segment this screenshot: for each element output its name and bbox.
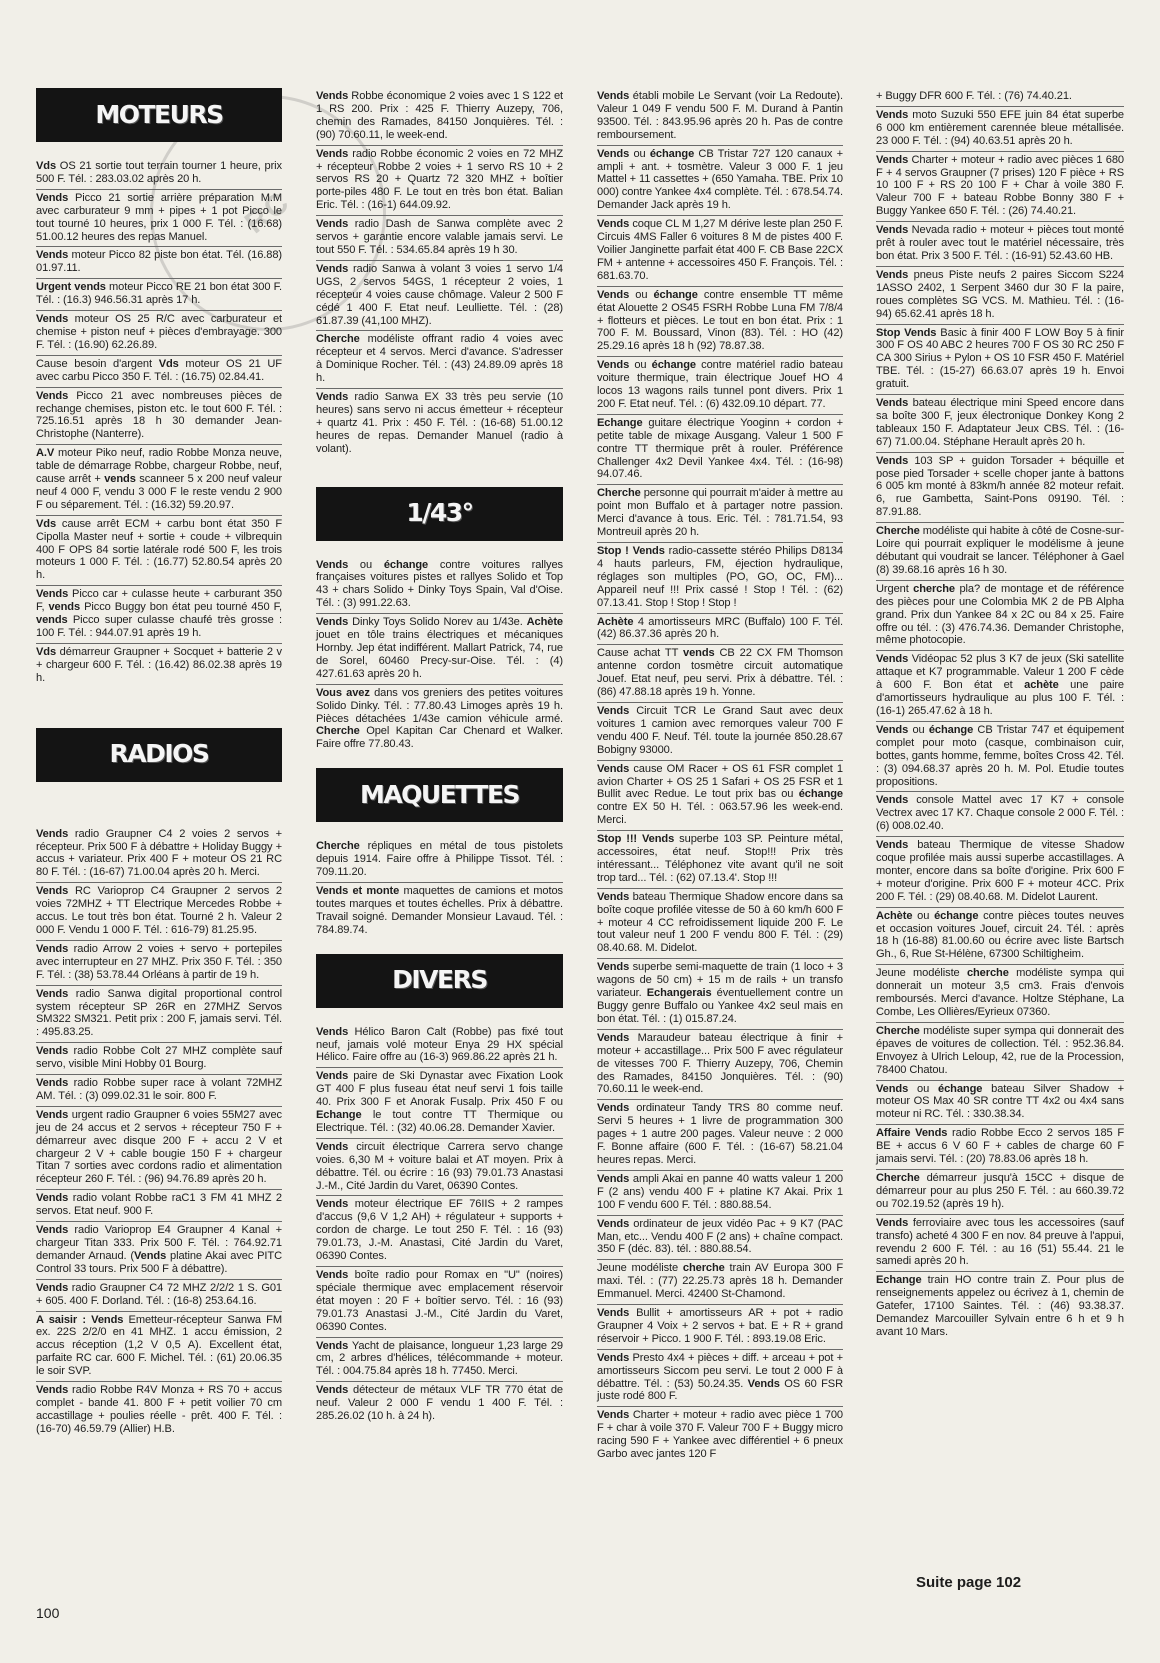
- classified-ad: Cherche démarreur jusqu'à 15CC + disque de démarreur pour au plus 250 F. Tél. : au 660.39.72 ou 702.19.52 (après 19 h).: [876, 1170, 1124, 1215]
- classified-ad: Vends Dinky Toys Solido Norev au 1/43e. Achète jouet en tôle trains électriques et mécaniques Hornby. Jep état indifférent. Mallart Patrick, 74, rue de Sorel, 60460 Precy-sur-Oise. Tél. : (4) 427.61.63 après 20 h.: [316, 614, 563, 685]
- section-heading-moteurs: MOTEURS: [36, 88, 282, 142]
- section-heading-radios: RADIOS: [36, 728, 282, 782]
- section-heading-maquettes: MAQUETTES: [316, 768, 563, 822]
- classified-ad: Vends radio Robbe Colt 27 MHZ complète sauf servo, visible Mini Hobby 01 Bourg.: [36, 1043, 282, 1075]
- classified-ad: Vends Picco car + culasse heute + carburant 350 F, vends Picco Buggy bon état peu tourné 450 F, vends Picco super culasse chaufé très grosse : 100 F. Tél. : 944.07.91 après 19 h.: [36, 586, 282, 644]
- classified-ad: Vends moto Suzuki 550 EFE juin 84 état superbe 6 000 km entièrement carennée bleue métallisée. 23 000 F. Tél. : (94) 40.63.51 après 20 h.: [876, 107, 1124, 152]
- classified-ad: Vends ordinateur de jeux vidéo Pac + 9 K7 (PAC Man, etc... Vendu 400 F (2 ans) + chaîne compact. 350 F (déc. 83). tél. : 880.88.54.: [597, 1216, 843, 1261]
- classified-ad: Cause besoin d'argent Vds moteur OS 21 UF avec carbu Picco 350 F. Tél. : (16.75) 02.84.41.: [36, 356, 282, 388]
- classified-ad: Affaire Vends radio Robbe Ecco 2 servos 185 F BE + accus 6 V 60 F + cables de charge 60 F jamais servi. Tél. : (20) 78.83.06 après 18 h.: [876, 1125, 1124, 1170]
- classified-ad: Stop Vends Basic à finir 400 F LOW Boy 5 à finir 300 F OS 40 ABC 2 heures 700 F OS 30 RC 250 F CA 300 Sirius + Pylon + OS 10 FSR 450 F. Matériel TBE. Tél. : (15-27) 66.63.07 après 19 h. Envoi gratuit.: [876, 325, 1124, 396]
- section-heading-143: 1/43°: [316, 487, 563, 541]
- column-1: [36, 88, 282, 1439]
- classified-ad: Stop !!! Vends superbe 103 SP. Peinture métal, accessoires, état neuf. Stop!!! Prix très intéressant... Téléphonez vite avant qu'il ne soit trop tard... Tél. : (62) 07.13.4'. Stop !!!: [597, 831, 843, 889]
- classified-ad: Vends radio Sanwa à volant 3 voies 1 servo 1/4 UGS, 2 servos 54GS, 1 récepteur 2 voies, 1 récepteur 4 voies cause chômage. Valeur 2 500 F cédé 1 400 F. Etat neuf. Leulliette. Tél. : (28) 61.87.39 (41,100 MHZ).: [316, 261, 563, 332]
- classified-ad: Vends Maraudeur bateau électrique à finir + moteur + accastillage... Prix 500 F avec régulateur de vitesses 700 F. Thierry Auzepy, 706, Chemin des Ramades, 84150 Jonquières. Tél. : (90) 70.60.11 le week-end.: [597, 1030, 843, 1101]
- column-2: [316, 88, 563, 1426]
- classified-ad: Urgent cherche pla? de montage et de référence des pièces pour une Colombia MK 2 de PB Alpha grand. Prix dun Yankee 84 x 2C ou 84 x 25. Faire offre ou tél. : (3) 476.74.36. Demander Christophe, même photocopie.: [876, 581, 1124, 652]
- classified-ad: Vends console Mattel avec 17 K7 + console Vectrex avec 17 K7. Chaque console 2 000 F. Tél. : (6) 008.02.40.: [876, 792, 1124, 837]
- section-heading-divers: DIVERS: [316, 954, 563, 1008]
- classified-ad: Vends ordinateur Tandy TRS 80 comme neuf. Servi 5 heures + 1 livre de programmation 300 pages + 1 autre 200 pages. Valeur neuve : 2 000 F. Bonne affaire (600 F. Tél. : (16-67) 58.21.04 heures repas. Merci.: [597, 1100, 843, 1171]
- classified-ad: Vends Yacht de plaisance, longueur 1,23 large 29 cm, 2 arbres d'hélices, télécommande + moteur. Tél. : 004.75.84 après 18 h. 77450. Merci.: [316, 1338, 563, 1383]
- classified-ad: Vends ou échange CB Tristar 727 120 canaux + ampli + ant. + tosmètre. Valeur 3 000 F. 1 jeu Mattel + 11 cassettes + (650 Yamaha. TBE. Prix 10 000) contre Yankee 4x4 complète. Tél. : 678.54.74. Demander Jack après 19 h.: [597, 146, 843, 217]
- classified-ad: Achète ou échange contre pièces toutes neuves et occasion voitures Jouef, circuit 24. Tél. : après 18 h (16-88) 81.00.60 ou écrire avec liste Bartsch Gh., 6, Rue St-Hélène, 67300 Schiltigheim.: [876, 908, 1124, 966]
- classified-ad: Vends radio Arrow 2 voies + servo + portepiles avec interrupteur en 27 MHZ. Prix 350 F. Tél. : 350 F. Tél. : (38) 53.78.44 Orléans à partir de 19 h.: [36, 941, 282, 986]
- classified-ad: Vends radio Dash de Sanwa complète avec 2 servos + garantie encore valable jamais servi. Le tout 550 F. Tél. : 534.65.84 après 19 h 30.: [316, 216, 563, 261]
- classified-ad: Cherche modéliste qui habite à côté de Cosne-sur-Loire qui pourrait expliquer le modélisme à jeune débutant qui voudrait se lancer. Téléphoner à Gael (8) 39.68.16 après 16 h 30.: [876, 523, 1124, 581]
- classified-ad: Vends pneus Piste neufs 2 paires Siccom S224 1ASSO 2402, 1 Serpent 3460 dur 30 F la paire, roues complètes SG VCS. M. Mathieu. Tél. : (16-94) 65.62.41 après 18 h.: [876, 267, 1124, 325]
- classified-ad: Vends Charter + moteur + radio avec pièces 1 680 F + 4 servos Graupner (7 prises) 120 F pièce + RS 10 100 F + RS 20 100 F + Char à voile 380 F. Valeur 700 F + bateau Robbe Bonny 380 F + Buggy Yankee 650 F. Tél. : (26) 74.40.21.: [876, 152, 1124, 223]
- classified-ad: Vends établi mobile Le Servant (voir La Redoute). Valeur 1 049 F vendu 500 F. M. Durand à Pantin 93500. Tél. : 843.95.96 après 20 h. Pas de contre remboursement.: [597, 88, 843, 146]
- ads-divers-cont: [597, 88, 843, 1464]
- classified-ad: Vends coque CL M 1,27 M dérive leste plan 250 F. Circuis 4MS Faller 6 voitures 8 M de pistes 400 F. Voilier Janginette parfait état 400 F. CB Base 22CX FM + antenne + accessoires 450 F. François. Tél. : 681.63.70.: [597, 216, 843, 287]
- classified-ad: Vends bateau électrique mini Speed encore dans sa boîte 300 F, jeux électronique Donkey Kong 2 tableaux 150 F. Adaptateur Jeux CBS. Tél. : (16-67) 71.00.04. Stéphane Herault après 20 h.: [876, 395, 1124, 453]
- classified-ad: Vends ampli Akai en panne 40 watts valeur 1 200 F (2 ans) vendu 400 F + platine K7 Akai. Prix 1 100 F vendu 600 F. Tél. : 880.88.54.: [597, 1171, 843, 1216]
- classified-ad: Vds OS 21 sortie tout terrain tourner 1 heure, prix 500 F. Tél. : 283.03.02 après 20 h.: [36, 158, 282, 190]
- classified-ad: Cause achat TT vends CB 22 CX FM Thomson antenne cordon tosmètre circuit automatique Jouef. Etat neuf, peu servi. Prix à débattre. Tél. : (86) 47.88.18 après 19 h. Yonne.: [597, 645, 843, 703]
- classified-ad: Cherche personne qui pourrait m'aider à mettre au point mon Buffalo et à partager notre passion. Merci d'avance à tous. Eric. Tél. : 781.71.54, 93 Montreuil après 20 h.: [597, 485, 843, 543]
- classified-ad: Vends moteur électrique EF 76IIS + 2 rampes d'accus (9,6 V 1,2 AH) + régulateur + supports + cordon de charge. Le tout 250 F. Tél. : 16 (93) 79.01.73, J.-M. Anastasi, Cité Jardin du Varet, 06390 Contes.: [316, 1196, 563, 1267]
- classified-ad: Achète 4 amortisseurs MRC (Buffalo) 100 F. Tél. (42) 86.37.36 après 20 h.: [597, 614, 843, 646]
- classified-ad: A.V moteur Piko neuf, radio Robbe Monza neuve, table de démarrage Robbe, chargeur Robbe, neuf, cause arrêt + vends scanneer 5 x 200 neuf valeur neuf 4 000 F, vendu 3 000 F le reste vendu 2 900 F ou séparement. Tél. : (16.32) 59.20.97.: [36, 445, 282, 516]
- classified-ad: A saisir : Vends Emetteur-récepteur Sanwa FM ex. 22S 2/2/0 en 41 MHZ. 1 accu émission, 2 accus réception (1,2 V 0,5 A). Excellent état, parfaite RC car. 600 F. Michel. Tél. : (61) 20.06.35 le soir SVP.: [36, 1312, 282, 1383]
- column-3: [597, 88, 843, 1464]
- page-number: 100: [36, 1605, 60, 1621]
- classified-ad: Cherche modéliste offrant radio 4 voies avec récepteur et 4 servos. Merci d'avance. S'adresser à Dominique Rocher. Tél. : (43) 24.89.09 après 18 h.: [316, 331, 563, 389]
- classified-ad: Vends 103 SP + guidon Torsader + béquille et pose pied Torsader + scelle choper jante à battons 6 005 km monté à 83km/h année 82 moteur refait. 6, rue Gambetta, Saint-Pons 09190. Tél. : 87.91.88.: [876, 453, 1124, 524]
- classified-ad: Vends détecteur de métaux VLF TR 770 état de neuf. Valeur 2 000 F vendu 1 400 F. Tél. : 285.26.02 (10 h. à 24 h).: [316, 1384, 563, 1423]
- classified-ad: Vends Vidéopac 52 plus 3 K7 de jeux (Ski satellite attaque et K7 programmable. Valeur 1 200 F cède à 600 F. Bon état et achète une paire d'amortisseurs hydraulique au plus 100 F. Tél. : (16-1) 265.47.62 à 18 h.: [876, 651, 1124, 722]
- classified-ad: Echange guitare électrique Yooginn + cordon + petite table de mixage Ausgang. Valeur 1 500 F contre TT thermique prêt à rouler. Préférence Challenger 4x2 Devil Yankee 4x4. Tél. : (16-98) 94.07.46.: [597, 415, 843, 486]
- classified-ad: Vends radio Robbe super race à volant 72MHZ AM. Tél. : (3) 099.02.31 le soir. 800 F.: [36, 1075, 282, 1107]
- ads-moteurs: [36, 158, 282, 688]
- classified-ad: Vends Robbe économique 2 voies avec 1 S 122 et 1 RS 200. Prix : 425 F. Thierry Auzepy, 706, chemin des Ramades, 84150 Jonquières. Tél. : (90) 70.60.11, le week-end.: [316, 88, 563, 146]
- column-4: [876, 88, 1124, 1342]
- ads-radios: [36, 826, 282, 1439]
- ads-143: [316, 557, 563, 755]
- ads-maquettes: [316, 838, 563, 939]
- classified-ad: Vends circuit électrique Carrera servo change voies. 6,30 M + voiture balai et AT moyen. Prix à débattre. Tél. ou écrire : 16 (93) 79.01.73 Anastasi J.-M., Cité Jardin du Varet, 06390 Contes.: [316, 1139, 563, 1197]
- classified-ad: Vends ferroviaire avec tous les accessoires (sauf transfo) acheté 4 300 F en nov. 84 preuve à l'appui, revendu 2 600 F. Tél. : au 16 (51) 55.44. 21 le samedi après 20 h.: [876, 1215, 1124, 1273]
- classified-ad: Vds démarreur Graupner + Socquet + batterie 2 v + chargeur 600 F. Tél. : (16.42) 86.02.38 après 19 h.: [36, 645, 282, 684]
- ads-radios-cont: [316, 88, 563, 459]
- classified-ad: Vends radio Graupner C4 72 MHZ 2/2/2 1 S. G01 + 605. 400 F. Dorland. Tél. : (16-8) 253.64.16.: [36, 1280, 282, 1312]
- classified-ad: Vends Circuit TCR Le Grand Saut avec deux voitures 1 camion avec remorques valeur 700 F vendu 400 F. Neuf. Tél. toute la journée 850.28.67 Bobigny 93000.: [597, 703, 843, 761]
- classified-ad: Vends moteur Picco 82 piste bon état. Tél. (16.88) 01.97.11.: [36, 247, 282, 279]
- classified-ad: Vends cause OM Racer + OS 61 FSR complet 1 avion Charter + OS 25 1 Safari + OS 25 FSR et 1 Bullit avec Redue. Le tout prix bas ou échange contre EX 50 H. Tél. : 063.57.96 les week-end. Merci.: [597, 761, 843, 832]
- classified-ad: Vends boîte radio pour Romax en "U" (noires) spéciale thermique avec emplacement réservoir état moyen : 20 F + boîtier servo. Tél. : 16 (93) 79.01.73 Anastasi J.-M., Cité Jardin du Varet, 06390 Contes.: [316, 1267, 563, 1338]
- classified-ad: Vends Presto 4x4 + pièces + diff. + arceau + pot + amortisseurs Siccom peu servi. Le tout 2 000 F à débattre. Tél. : (53) 50.24.35. Vends OS 60 FSR juste rodé 800 F.: [597, 1350, 843, 1408]
- classified-ad: Vends radio Robbe économic 2 voies en 72 MHZ + récepteur Robbe 2 voies + 1 servo RS 10 + 2 servos RS 20 + Quartz 72 320 MHZ + boîtier porte-piles 480 F. Le tout en très bon état. Balian Eric. Tél. : (16-1) 644.09.92.: [316, 146, 563, 217]
- classified-ad: Vends radio volant Robbe raC1 3 FM 41 MHZ 2 servos. Etat neuf. 900 F.: [36, 1190, 282, 1222]
- classified-ad: Jeune modéliste cherche train AV Europa 300 F maxi. Tél. : (77) 22.25.73 après 18 h. Demander Emmanuel. Merci. 42400 St-Chamond.: [597, 1260, 843, 1305]
- classified-ad: Vends ou échange CB Tristar 747 et équipement complet pour moto (casque, combinaison cuir, bottes, gants homme, femme, boîtes Cross 42. Tél. : (3) 094.68.37 après 20 h. M. Pol. Etudie toutes propositions.: [876, 722, 1124, 793]
- watermark-stamp: RC: [102, 47, 433, 378]
- classified-ad: Cherche modéliste super sympa qui donnerait des épaves de voitures de collection. Tél. : 952.36.84. Envoyez à Ulrich Leloup, 42, rue de la Procession, 78400 Chatou.: [876, 1023, 1124, 1081]
- classified-ad: Vends Bullit + amortisseurs AR + pot + radio Graupner 4 Voix + 2 servos + bat. E + R + grand réservoir + Picco. 1 900 F. Tél. : 893.19.08 Eric.: [597, 1305, 843, 1350]
- classified-ad: Vends Hélico Baron Calt (Robbe) pas fixé tout neuf, jamais volé moteur Enya 29 HX spécial Hélico. Faire offre au (16-3) 969.86.22 après 21 h.: [316, 1024, 563, 1069]
- classified-ad: Vends ou échange contre matériel radio bateau voiture thermique, train électrique Jouef HO 4 locos 13 wagons rails tunnel pont divers. Prix 1 200 F. Etat neuf. Tél. : (6) 432.09.10 départ. 77.: [597, 357, 843, 415]
- classified-ad: Cherche répliques en métal de tous pistolets depuis 1914. Faire offre à Philippe Tissot. Tél. : 709.11.20.: [316, 838, 563, 883]
- classified-ad: Vends RC Varioprop C4 Graupner 2 servos 2 voies 72MHZ + TT Electrique Mercedes Robbe + accus. Le tout très bon état. Tourné 2 h. Valeur 2 000 F. Vendu 1 000 F. Tél. : 616-79) 81.25.95.: [36, 883, 282, 941]
- classified-ad: Vends Charter + moteur + radio avec pièce 1 700 F + char à voile 370 F. Valeur 700 F + Buggy micro racing 590 F + Yankee avec différentiel + 6 pneux Garbo avec jantes 120 F: [597, 1409, 843, 1461]
- continue-note: Suite page 102: [916, 1574, 1022, 1591]
- classified-ad: Vends et monte maquettes de camions et motos toutes marques et toutes échelles. Prix à débattre. Travail soigné. Demander Monsieur Lavaud. Tél. : 784.89.74.: [316, 884, 563, 936]
- classified-ad: Urgent vends moteur Picco RE 21 bon état 300 F. Tél. : (16.3) 946.56.31 après 17 h.: [36, 279, 282, 311]
- classified-ad: Vends Nevada radio + moteur + pièces tout monté prêt à rouler avec tout le matériel nécessaire, très bon état. Prix 3 500 F. Tél. : (16-91) 52.43.60 HB.: [876, 222, 1124, 267]
- classified-ad: Vends ou échange contre voitures rallyes françaises voitures pistes et rallyes Solido et Top 43 + chars Solido + Dinky Toys Spain, Val d'Oise. Tél. : (3) 991.22.63.: [316, 557, 563, 615]
- classified-ad: Vends radio Varioprop E4 Graupner 4 Kanal + chargeur Titan 333. Prix 500 F. Tél. : 764.92.71 demander Arnaud. (Vends platine Akai avec PITC Control 33 tours. Prix 500 F à débattre).: [36, 1222, 282, 1280]
- classified-ad: Vends moteur OS 25 R/C avec carburateur et chemise + piston neuf + pièces d'embrayage. 300 F. Tél. : (16.90) 62.26.89.: [36, 311, 282, 356]
- classified-ad: Jeune modéliste cherche modéliste sympa qui donnerait un moteur 3,5 cm3. Frais d'envois remboursés. Merci d'avance. Holtze Stéphane, La Combe, Les Ollières/Eyrieux 07360.: [876, 965, 1124, 1023]
- classified-ad: Vends superbe semi-maquette de train (1 loco + 3 wagons de 50 cm) + 15 m de rails + un transfo variateur. Echangerais éventuellement contre un Buggy genre Buffalo ou Yankee 4x2 seul mais en bon état. Tél. : (1) 015.87.24.: [597, 959, 843, 1030]
- classified-ad: Echange train HO contre train Z. Pour plus de renseignements appelez ou écrivez à 1, chemin de Gatefer, 17100 Saintes. Tél. : (46) 93.38.37. Demandez Marcouiller Sylvain entre 6 h et 9 h avant 10 Mars.: [876, 1274, 1124, 1338]
- ads-divers: [316, 1024, 563, 1426]
- classified-ad: Vends radio Sanwa digital proportional control system récepteur SP 26R en 27MHZ Servos SM322 SM321. Petit prix : 200 F, jamais servi. Tél. : 495.83.25.: [36, 986, 282, 1044]
- classified-ad: Vous avez dans vos greniers des petites voitures Solido Dinky. Tél. : 77.80.43 Limoges après 19 h. Pièces détachées 1/43e camion véhicule armé. Cherche Opel Kapitan Car Chenard et Walker. Faire offre 77.80.43.: [316, 686, 563, 751]
- classified-ad: Vends Picco 21 avec nombreuses pièces de rechange chemises, piston etc. le tout 600 F. Tél. : 725.16.51 après 18 h 30 demander Jean-Christophe (Nanterre).: [36, 388, 282, 446]
- classified-ad: Vends radio Sanwa EX 33 très peu servie (10 heures) sans servo ni accus émetteur + récepteur + quartz 41. Prix : 450 F. Tél. : (16-68) 51.00.12 heures de repas. Demander Manuel (radio à volant).: [316, 391, 563, 455]
- classified-ad: Vends ou échange contre ensemble TT même état Alouette 2 OS45 FSRH Robbe Luna FM 7/8/4 + flotteurs et pièces. Le tout en bon état. Prix : 1 700 F. M. Boussard, Vinon (83). Tél. : HO (42) 25.29.16 après 18 h (92) 78.87.38.: [597, 287, 843, 358]
- classified-ad: Vends radio Graupner C4 2 voies 2 servos + récepteur. Prix 500 F à débattre + Holiday Buggy + accus + variateur. Prix 400 F + moteur OS 21 RC 80 F. Tél. : (16-67) 71.00.04 après 20 h. Merci.: [36, 826, 282, 884]
- classified-ad: Vds cause arrêt ECM + carbu bont état 350 F Cipolla Master neuf + sortie + coude + vilbrequin 400 F OPS 84 sortie latérale rodé 500 F, les trois moteurs 1 000 F. Tél. : (16.77) 52.80.54 après 20 h.: [36, 516, 282, 587]
- classified-ad: Vends urgent radio Graupner 6 voies 55M27 avec jeu de 24 accus et 2 servos + récepteur 750 F + démarreur avec disque 200 F + accu 2 V et chargeur 2 V + cable bougie 150 F + chargeur Titan 7 sorties avec cordons radio et alimentation récepteur 260 F. Tél. : (96) 94.76.89 après 20 h.: [36, 1107, 282, 1190]
- classified-ad: Vends bateau Thermique de vitesse Shadow coque profilée mais aussi superbe accastillages. A monter, encore dans sa boîte d'origine. Prix 600 F + moteur d'origine. Prix 600 F + moteur 4CC. Prix 200 F. Tél. : (29) 08.40.68. M. Didelot Laurent.: [876, 837, 1124, 908]
- classified-ad: Vends ou échange bateau Silver Shadow + moteur OS Max 40 SR contre TT 4x2 ou 4x4 sans moteur ni RC. Tél. : 330.38.34.: [876, 1081, 1124, 1126]
- classified-ad: Vends Picco 21 sortie arrière préparation M.M avec carburateur 9 mm + pipes + 1 pot Picco le tout tourné 10 heures, prix 1 000 F. Tél. : (16.68) 51.00.12 heures des repas Manuel.: [36, 190, 282, 248]
- classified-ad: Vends bateau Thermique Shadow encore dans sa boîte coque profilée vitesse de 50 à 60 km/h 600 F + moteur 4 CC refroidissement liquide 200 F. Le tout valeur neuf 1 200 F vendu 800 F. Tél. : (29) 08.40.68. M. Didelot.: [597, 889, 843, 960]
- classified-ad: + Buggy DFR 600 F. Tél. : (76) 74.40.21.: [876, 88, 1124, 107]
- classified-ad: Vends paire de Ski Dynastar avec Fixation Look GT 400 F plus fuseau état neuf servi 1 fois taille 40. Prix 300 F et Anorak Fusalp. Prix 450 F ou Echange le tout contre TT Thermique ou Electrique. Tél. : (32) 40.06.28. Demander Xavier.: [316, 1068, 563, 1139]
- ads-divers-cont-2: [876, 88, 1124, 1342]
- classified-ad: Vends radio Robbe R4V Monza + RS 70 + accus complet - bande 41. 800 F + petit voilier 70 cm accastillage + poulies réelle - prêt. 400 F. Tél. : (16-70) 46.59.79 (Allier) H.B.: [36, 1384, 282, 1435]
- classified-ad: Stop ! Vends radio-cassette stéréo Philips D8134 4 hauts parleurs, FM, éjection hydraulique, réglages son multiples (PO, GO, OC, FM)... Appareil neuf !!! Prix cassé ! Stop ! Tél. : (62) 07.13.41. Stop ! Stop ! Stop !: [597, 543, 843, 614]
